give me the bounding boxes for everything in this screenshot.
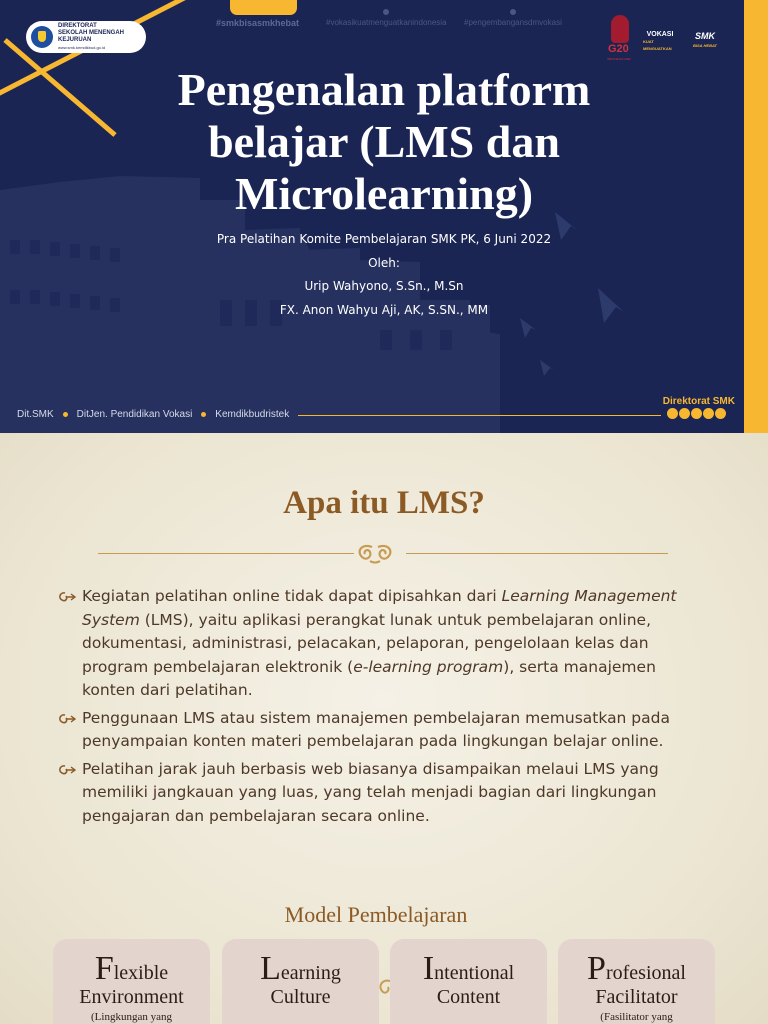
footer-link-ditsmk: Dit.SMK (17, 409, 54, 420)
bullet-ornament-icon (58, 707, 82, 754)
model-title: Model Pembelajaran (284, 902, 468, 927)
top-tab (230, 0, 297, 15)
hashtag-dot (510, 9, 516, 15)
bullet-text: Kegiatan pelatihan online tidak dapat dipisahkan dari Learning Management System (LMS), yaitu aplikasi perangkat lunak untuk pembelajaran online, dokumentasi, administrasi, pelacakan, pelaporan, pengelolaan kelas dan program pembelajaran elektronik (e-learning program), serta manajemen konten dari pelatihan. (82, 587, 677, 699)
right-accent-bar (744, 0, 768, 433)
vokasi-logo: VOKASI KUAT MENGUATKAN (643, 30, 674, 51)
card-flexible-environment: Flexible Environment (Lingkungan yang (53, 939, 210, 1024)
logo-text: DIREKTORAT SEKOLAH MENENGAH KEJURUAN www.smk.kemdikbud.go.id (58, 23, 125, 50)
card-profesional-facilitator: Profesional Facilitator (Fasilitator yang (558, 939, 715, 1024)
event-line: Pra Pelatihan Komite Pembelajaran SMK PK, 6 Juni 2022 (216, 232, 552, 246)
direktorat-label: Direktorat SMK (662, 396, 735, 407)
twitter-icon (667, 408, 678, 419)
presentation-info (150, 228, 618, 322)
footer-links (17, 409, 289, 420)
tiktok-icon (679, 408, 690, 419)
bullet-ornament-icon (58, 758, 82, 829)
g20-logo: G20 INDONESIA 2022 (607, 15, 633, 67)
title-slide (0, 0, 768, 433)
presenter-1: Urip Wahyono, S.Sn., M.Sn (304, 279, 464, 293)
bullet-list (58, 585, 698, 832)
slide-heading: Apa itu LMS? (283, 485, 485, 521)
social-icons (667, 408, 726, 419)
lms-slide (0, 433, 768, 1024)
bullet-ornament-icon (58, 585, 82, 703)
presenter-2: FX. Anon Wahyu Aji, AK, S.SN., MM (279, 302, 489, 317)
youtube-icon (715, 408, 726, 419)
bullet-item (58, 758, 698, 829)
footer-dot (201, 412, 206, 417)
smk-logo: SMK BISA HEBAT (693, 31, 717, 48)
bullet-text: Pelatihan jarak jauh berbasis web biasanya disampaikan melaui LMS yang memiliki jangkauan yang luas, yang telah menjadi bagian dari lingkungan pengajaran dan pembelajaran secara online. (82, 759, 659, 825)
by-label: Oleh: (368, 255, 400, 270)
tut-wuri-emblem-icon (31, 26, 53, 48)
card-learning-culture: Learning Culture (222, 939, 379, 1024)
ornament-icon (352, 539, 398, 567)
bullet-item (58, 585, 698, 703)
bullet-item (58, 707, 698, 754)
divider-left (98, 553, 354, 554)
footer-link-ditjen: DitJen. Pendidikan Vokasi (76, 409, 193, 420)
hashtag-bar (216, 18, 562, 30)
divider-right (406, 553, 668, 554)
hashtag-2: #vokasikuatmenguatkanindonesia (326, 18, 447, 27)
footer-divider (298, 415, 661, 416)
hashtag-dot (383, 9, 389, 15)
hashtag-1: #smkbisasmkhebat (216, 18, 300, 28)
directorate-logo (26, 21, 146, 53)
footer-link-kemdikbud: Kemdikbudristek (215, 409, 290, 420)
footer-dot (63, 412, 68, 417)
slide-title: Pengenalan platform belajar (LMS dan Microlearning) (177, 64, 591, 219)
facebook-icon (703, 408, 714, 419)
bullet-text: Penggunaan LMS atau sistem manajemen pembelajaran memusatkan pada penyampaian konten materi pembelajaran pada lingkungan belajar online. (82, 708, 670, 750)
card-intentional-content: Intentional Content (390, 939, 547, 1024)
hashtag-3: #pengembangansdmvokasi (464, 18, 562, 27)
instagram-icon (691, 408, 702, 419)
g20-emblem-icon (611, 15, 629, 43)
partner-logos (607, 15, 723, 67)
